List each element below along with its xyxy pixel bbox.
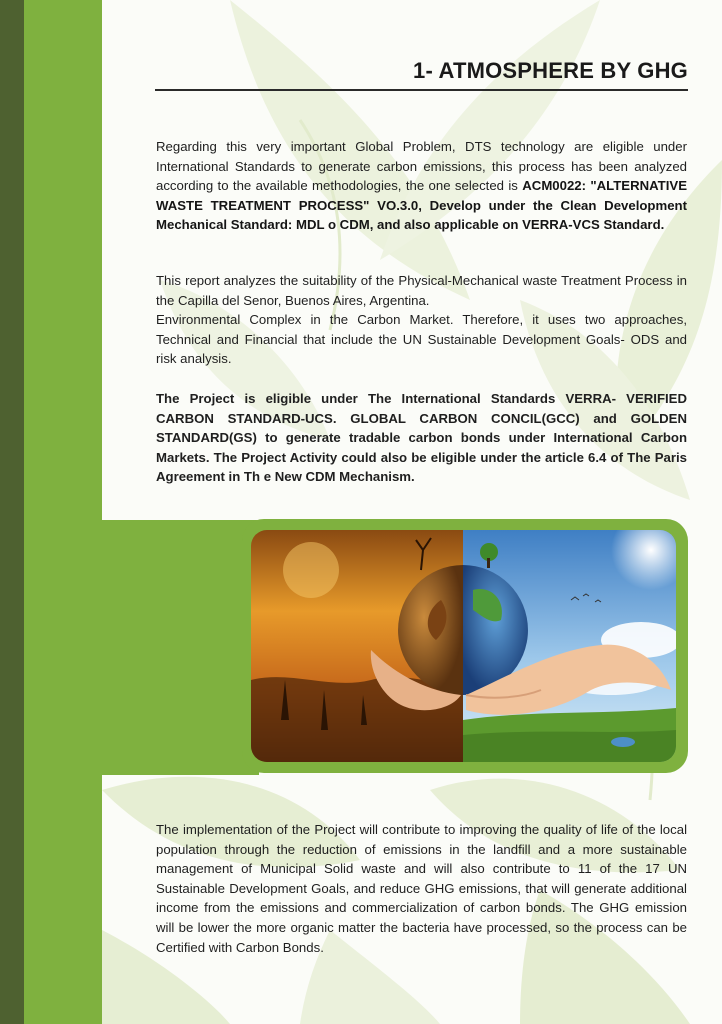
paragraph-eligibility: The Project is eligible under The International Standards VERRA- VERIFIED CARBON STANDARD-UCS. GLOBAL CARBON CONCIL(GCC) and GOLDEN STANDARD(GS) to generate tradable carbon bonds under International Carbon Markets. The Project Activity could also be eligible under the article 6.4 of The Paris Agreement in Th e New CDM Mechanism. bbox=[156, 391, 687, 485]
earth-hands-image bbox=[251, 530, 676, 762]
paragraph-report-line2: Environmental Complex in the Carbon Market. Therefore, it uses two approaches, Technical and Financial that include the UN Sustainable Development Goals- ODS and risk analysis. bbox=[156, 312, 687, 367]
paragraph-methodology-bold: ACM0022: "ALTERNATIVE WASTE TREATMENT PROCESS" VO.3.0, Develop under the Clean Development Mechanical Standard: MDL o CDM, and also applicable on VERRA-VCS Standard. bbox=[156, 178, 687, 233]
paragraph-implementation: The implementation of the Project will contribute to improving the quality of life of the local population through the reduction of emissions in the landfill and a more sustainable management of Municipal Solid waste and will also contribute to 11 of the 17 UN Sustainable Development Goals, and reduce GHG emissions, that will generate additional income from the emissions and commercialization of carbon bonds. The GHG emission will be lower the more organic matter the bacteria have processed, so the process can be Certified with Carbon Bonds. bbox=[156, 822, 687, 955]
section-heading: 1- ATMOSPHERE BY GHG bbox=[413, 58, 688, 83]
paragraph-methodology-text: Regarding this very important Global Problem, DTS technology are eligible under International Standards to generate carbon emissions, this process has been analyzed according to the available methodologies, the one selected is bbox=[156, 139, 687, 194]
paragraph-report bbox=[156, 271, 687, 369]
paragraph-methodology bbox=[156, 137, 687, 235]
paragraph-report-line1: This report analyzes the suitability of the Physical-Mechanical waste Treatment Process in the Capilla del Senor, Buenos Aires, Argentina. bbox=[156, 273, 687, 308]
earth-hands-illustration bbox=[251, 530, 676, 762]
left-green-bar bbox=[24, 0, 102, 1024]
heading-underline bbox=[155, 89, 688, 91]
left-dark-bar bbox=[0, 0, 24, 1024]
green-band bbox=[24, 520, 259, 775]
